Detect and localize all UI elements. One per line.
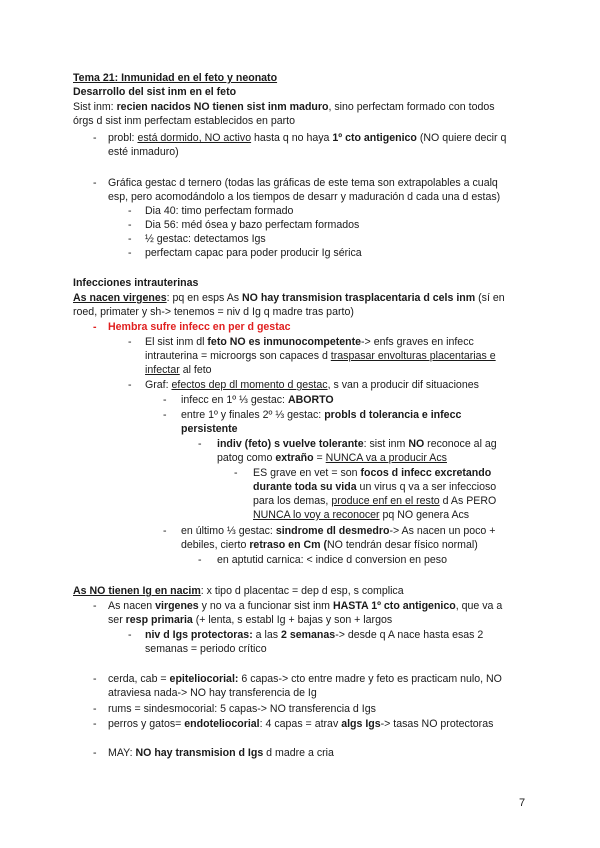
text-run: epiteliocorial: — [169, 673, 239, 685]
text-run: pq NO genera Acs — [379, 509, 470, 521]
text-run: perros y gatos= — [108, 718, 185, 730]
ultimo-line-2 — [181, 539, 478, 552]
text-run: probl: — [108, 132, 138, 144]
dia40-item: Dia 40: timo perfectam formado — [145, 205, 294, 217]
bullet-dash: - — [93, 132, 97, 144]
text-run: , sino perfectam formado con todos — [328, 101, 495, 113]
infecc-first-third — [181, 394, 334, 407]
text-run: = — [313, 452, 326, 464]
no-ig-line — [73, 585, 404, 598]
text-run: un virus q va a ser infeccioso — [356, 481, 497, 493]
feto-line — [145, 336, 474, 349]
feto-line-2 — [145, 350, 496, 363]
capac-item: perfectam capac para poder producir Ig sérica — [145, 247, 362, 259]
text-run: probls d tolerancia e infecc — [324, 409, 462, 421]
text-run: , s van a producir dif situaciones — [327, 379, 479, 391]
intro-line — [73, 101, 495, 114]
text-run: : sist inm — [363, 438, 409, 450]
bullet-dash: - — [128, 379, 132, 391]
text-run: debiles, cierto — [181, 539, 250, 551]
text-run: ser — [108, 614, 126, 626]
text-run: extraño — [275, 452, 314, 464]
text-run: para los demas, — [253, 495, 332, 507]
rums-item: rums = sindesmocorial: 5 capas-> NO transferencia d Igs — [108, 703, 376, 715]
text-run: As NO tienen Ig en nacim — [73, 585, 201, 597]
text-run: (sí en — [475, 292, 505, 304]
bullet-dash: - — [93, 747, 97, 759]
indiv-line-2 — [217, 452, 447, 465]
grafica-line-2: esp, pero acomodándolo a los tiempos de desarr y maduración d cada una d estas) — [108, 191, 501, 203]
text-run: MAY: — [108, 747, 136, 759]
bullet-dash: - — [128, 247, 132, 259]
probl-line-2: esté inmaduro) — [108, 146, 179, 158]
probl-line — [108, 132, 506, 145]
text-run: feto NO es inmunocompetente — [207, 336, 362, 348]
text-run: virgenes — [155, 600, 199, 612]
text-run: As nacen virgenes — [73, 292, 167, 304]
text-run: durante toda su vida — [253, 481, 357, 493]
text-run: -> enfs graves en infecc — [361, 336, 474, 348]
bullet-dash: - — [198, 554, 202, 566]
text-run: al feto — [179, 364, 212, 376]
text-run: El sist inm dl — [145, 336, 208, 348]
text-run: NUNCA va a producir Acs — [325, 452, 447, 464]
text-run: en último ⅓ gestac: — [181, 525, 276, 537]
text-run: infectar — [145, 364, 180, 376]
text-run: endoteliocorial — [184, 718, 260, 730]
text-run: reconoce al ag — [424, 438, 497, 450]
text-run: y no va a funcionar sist inm — [198, 600, 333, 612]
niv-igs-line — [145, 629, 483, 642]
text-run: NO — [408, 438, 425, 450]
ultimo-line — [181, 525, 495, 538]
text-run: : x tipo d placentac = dep d esp, s complica — [200, 585, 404, 597]
graf-line — [145, 379, 479, 392]
es-grave-line-4 — [253, 509, 469, 522]
text-run: retraso en Cm ( — [249, 539, 328, 551]
bullet-dash: - — [93, 718, 97, 730]
intro-line-2: órgs d sist inm perfectam establecidos en parto — [73, 115, 295, 127]
aptitud-item: en aptutid carnica: < indice d conversion en peso — [217, 554, 447, 566]
text-run: entre 1º y finales 2º ⅓ gestac: — [181, 409, 325, 421]
text-run: a las — [252, 629, 281, 641]
text-run: traspasar envolturas placentarias e — [330, 350, 496, 362]
text-run: indiv (feto) s vuelve tolerante — [217, 438, 364, 450]
half-gestac-item: ½ gestac: detectamos Igs — [145, 233, 266, 245]
hembra-heading: Hembra sufre infecc en per d gestac — [108, 321, 291, 333]
indiv-line — [217, 438, 497, 451]
dia56-item: Dia 56: méd ósea y bazo perfectam formados — [145, 219, 360, 231]
bullet-dash: - — [163, 409, 167, 421]
bullet-dash: - — [163, 394, 167, 406]
text-run: recien nacidos NO tienen sist inm maduro — [116, 101, 329, 113]
grafica-line: Gráfica gestac d ternero (todas las gráficas de este tema son extrapolables a cualq — [108, 177, 498, 189]
text-run: -> tasas NO protectoras — [380, 718, 494, 730]
text-run: ABORTO — [287, 394, 334, 406]
text-run: : 4 capas = atrav — [259, 718, 342, 730]
bullet-dash: - — [93, 703, 97, 715]
text-run: intrauterina = microorgs son capaces d — [145, 350, 331, 362]
text-run: efectos dep dl momento d gestac — [171, 379, 328, 391]
text-run: , que va a — [455, 600, 503, 612]
text-run: (+ lenta, s establ Ig + bajas y son + largos — [192, 614, 393, 626]
text-run: -> As nacen un poco + — [389, 525, 496, 537]
section-heading-infecciones: Infecciones intrauterinas — [73, 277, 199, 289]
text-run: -> desde q A nace hasta esas 2 — [335, 629, 484, 641]
text-run: NO tendrán desar físico normal) — [327, 539, 478, 551]
bullet-dash: - — [163, 525, 167, 537]
document-title: Tema 21: Inmunidad en el feto y neonato — [73, 72, 278, 84]
text-run: cerda, cab = — [108, 673, 170, 685]
text-run: niv d Igs protectoras: — [145, 629, 253, 641]
bullet-dash: - — [93, 177, 97, 189]
bullet-dash: - — [128, 205, 132, 217]
virgenes-line-2: roed, primater y sh-> tenemos = niv d Ig q madre tras parto) — [73, 306, 354, 318]
es-grave-line — [253, 467, 491, 480]
text-run: (NO quiere decir q — [416, 132, 507, 144]
es-grave-line-3 — [253, 495, 496, 508]
entre-line-2: persistente — [181, 423, 238, 435]
text-run: As nacen — [108, 600, 156, 612]
bullet-dash: - — [93, 673, 97, 685]
cerda-line — [108, 673, 502, 686]
may-item — [108, 747, 334, 760]
cerda-line-2: atraviesa nada-> NO hay transferencia de Ig — [108, 687, 317, 699]
text-run: focos d infecc excretando — [360, 467, 492, 479]
bullet-dash: - — [93, 600, 97, 612]
text-run: infecc en 1º ⅓ gestac: — [181, 394, 288, 406]
virgenes-resp-line — [108, 600, 502, 613]
perros-item — [108, 718, 493, 731]
text-run: patog como — [217, 452, 276, 464]
text-run: 1º cto antigenico — [332, 132, 417, 144]
text-run: resp primaria — [125, 614, 193, 626]
text-run: d madre a cria — [263, 747, 334, 759]
text-run: 6 capas-> cto entre madre y feto es practicam nulo, NO — [238, 673, 502, 685]
bullet-dash: - — [198, 438, 202, 450]
bullet-dash: - — [93, 321, 97, 333]
es-grave-line-2 — [253, 481, 496, 494]
bullet-dash: - — [128, 336, 132, 348]
text-run: HASTA 1º cto antigenico — [332, 600, 456, 612]
text-run: ES grave en vet = son — [253, 467, 361, 479]
entre-line — [181, 409, 461, 422]
feto-line-3 — [145, 364, 212, 377]
bullet-dash: - — [128, 233, 132, 245]
text-run: 2 semanas — [281, 629, 336, 641]
bullet-dash: - — [234, 467, 238, 479]
text-run: : pq en esps As — [166, 292, 243, 304]
text-run: Graf: — [145, 379, 172, 391]
text-run: NUNCA lo voy a reconocer — [253, 509, 380, 521]
text-run: Sist inm: — [73, 101, 117, 113]
section-heading-desarrollo: Desarrollo del sist inm en el feto — [73, 86, 237, 98]
text-run: sindrome dl desmedro — [275, 525, 390, 537]
virgenes-line — [73, 292, 505, 305]
virgenes-resp-line-2 — [108, 614, 392, 627]
text-run: hasta q no haya — [251, 132, 333, 144]
text-run: d As PERO — [439, 495, 497, 507]
text-run: NO hay transmision d Igs — [135, 747, 264, 759]
text-run: produce enf en el resto — [331, 495, 440, 507]
bullet-dash: - — [128, 629, 132, 641]
text-run: algs Igs — [341, 718, 381, 730]
niv-igs-line-2: semanas = periodo crítico — [145, 643, 267, 655]
text-run: NO hay transmision trasplacentaria d cels inm — [242, 292, 476, 304]
bullet-dash: - — [128, 219, 132, 231]
text-run: está dormido, NO activo — [137, 132, 252, 144]
page-number: 7 — [519, 797, 526, 809]
